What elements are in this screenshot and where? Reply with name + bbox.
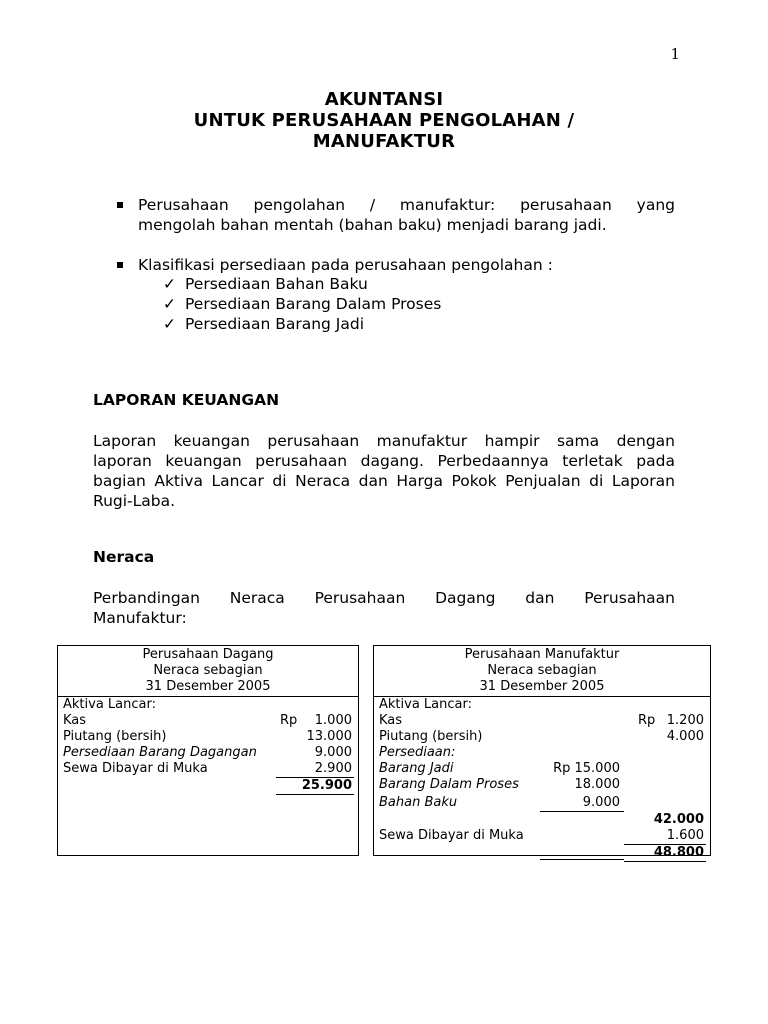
bullet-definition-line-1 [138,195,675,215]
check-item-label: Persediaan Barang Dalam Proses [185,295,442,313]
row-label: Kas [379,713,403,728]
word: keuangan [173,432,250,450]
word: di [589,472,604,490]
word: yang [636,196,675,214]
word: Neraca [229,589,285,607]
square-bullet-icon [117,202,123,208]
paragraph-perbandingan-line [93,588,675,608]
paragraph-perbandingan [93,588,675,628]
word: Penjualan [505,472,581,490]
table-header-date: 31 Desember 2005 [145,679,271,694]
word: hampir [484,432,540,450]
sub-row-label: Bahan Baku [379,795,458,810]
bullet-classification-text: Klasifikasi persediaan pada perusahaan pengolahan : [138,256,553,274]
word: Dagang [435,589,496,607]
bullet-definition-line-2: mengolah bahan mentah (bahan baku) menjadi barang jadi. [138,216,607,234]
paragraph-laporan-line [93,471,675,491]
total-value: 48.800 [653,845,704,860]
word: Pokok [451,472,497,490]
row-value: 1.000 [314,713,352,728]
word: Perusahaan [584,589,675,607]
currency-label: Rp [280,713,298,728]
word: bagian [93,472,146,490]
square-bullet-icon [117,262,123,268]
row-value: 9.000 [314,745,352,760]
bullet-definition [93,195,675,235]
sub-row-label: Barang Jadi [379,761,454,776]
table-header [374,646,710,697]
paragraph-laporan [93,431,675,511]
table-header-subtitle: Neraca sebagian [487,663,597,678]
title-line-3: MANUFAKTUR [312,131,456,152]
sub-row-value: Rp 15.000 [553,761,620,776]
word: perusahaan [255,452,348,470]
aktiva-lancar-label: Aktiva Lancar: [379,697,472,712]
sub-row-value: 18.000 [574,777,620,792]
word: dengan [616,432,675,450]
row-value: 2.900 [314,761,352,776]
balance-sheet-dagang [57,645,359,856]
bottom-underline [540,859,624,860]
paragraph-laporan-line [93,431,675,451]
table-header [58,646,358,697]
word: Laporan [93,432,157,450]
heading-laporan-keuangan: LAPORAN KEUANGAN [93,391,280,409]
word: perusahaan [267,432,360,450]
currency-label: Rp [638,713,656,728]
paragraph-perbandingan-last-line: Manufaktur: [93,609,187,627]
heading-neraca: Neraca [93,548,155,566]
aktiva-lancar-label: Aktiva Lancar: [63,697,156,712]
persediaan-label: Persediaan: [379,745,456,760]
title-line-1: AKUNTANSI [324,89,444,110]
table-header-subtitle: Neraca sebagian [153,663,263,678]
word: manufaktur: [399,196,496,214]
checkmark-icon: ✓ [163,295,176,313]
check-item-label: Persediaan Barang Jadi [185,315,365,333]
total-underline [276,794,354,795]
check-item [163,294,441,314]
word: / [369,196,376,214]
table-header-date: 31 Desember 2005 [479,679,605,694]
check-item [163,314,441,334]
row-label: Sewa Dibayar di Muka [63,761,208,776]
sub-row-value: 9.000 [582,795,620,810]
word: Laporan [611,472,675,490]
row-label: Sewa Dibayar di Muka [379,828,524,843]
row-value: 1.200 [666,713,704,728]
row-value: 4.000 [666,729,704,744]
page-number: 1 [670,45,680,63]
table-header-company: Perusahaan Dagang [142,647,274,662]
word: Perbedaannya [437,452,549,470]
word: dagang. [360,452,424,470]
word: Lancar [211,472,264,490]
persediaan-total: 42.000 [653,812,704,827]
check-item-label: Persediaan Bahan Baku [185,275,368,293]
row-label: Persediaan Barang Dagangan [63,745,257,760]
balance-sheet-manufaktur [373,645,711,860]
word: pada [636,452,675,470]
row-value: 13.000 [306,729,352,744]
row-label: Kas [63,713,87,728]
bullet-classification [93,255,675,275]
checkmark-icon: ✓ [163,275,176,293]
word: Aktiva [154,472,203,490]
word: keuangan [165,452,242,470]
word: dan [358,472,388,490]
row-value: 1.600 [666,828,704,843]
title-line-2: UNTUK PERUSAHAAN PENGOLAHAN / [193,110,575,131]
sub-row-label: Barang Dalam Proses [379,777,519,792]
row-label: Piutang (bersih) [63,729,167,744]
word: di [272,472,287,490]
total-underline [624,861,706,862]
paragraph-laporan-line [93,451,675,471]
word: manufaktur [376,432,468,450]
word: pengolahan [253,196,346,214]
check-item [163,274,441,294]
table-header-company: Perusahaan Manufaktur [464,647,620,662]
document-title [93,89,675,152]
word: Perusahaan [314,589,406,607]
paragraph-laporan-last-line: Rugi-Laba. [93,492,176,510]
word: terletak [562,452,623,470]
word: Neraca [295,472,351,490]
classification-checklist [163,274,441,334]
word: sama [556,432,600,450]
word: Perusahaan [138,196,229,214]
word: Perbandingan [93,589,200,607]
subtotal-underline [540,811,624,812]
total-value: 25.900 [301,778,352,793]
row-label: Piutang (bersih) [379,729,483,744]
word: laporan [93,452,152,470]
word: Harga [396,472,443,490]
checkmark-icon: ✓ [163,315,176,333]
word: dan [525,589,555,607]
word: perusahaan [520,196,612,214]
